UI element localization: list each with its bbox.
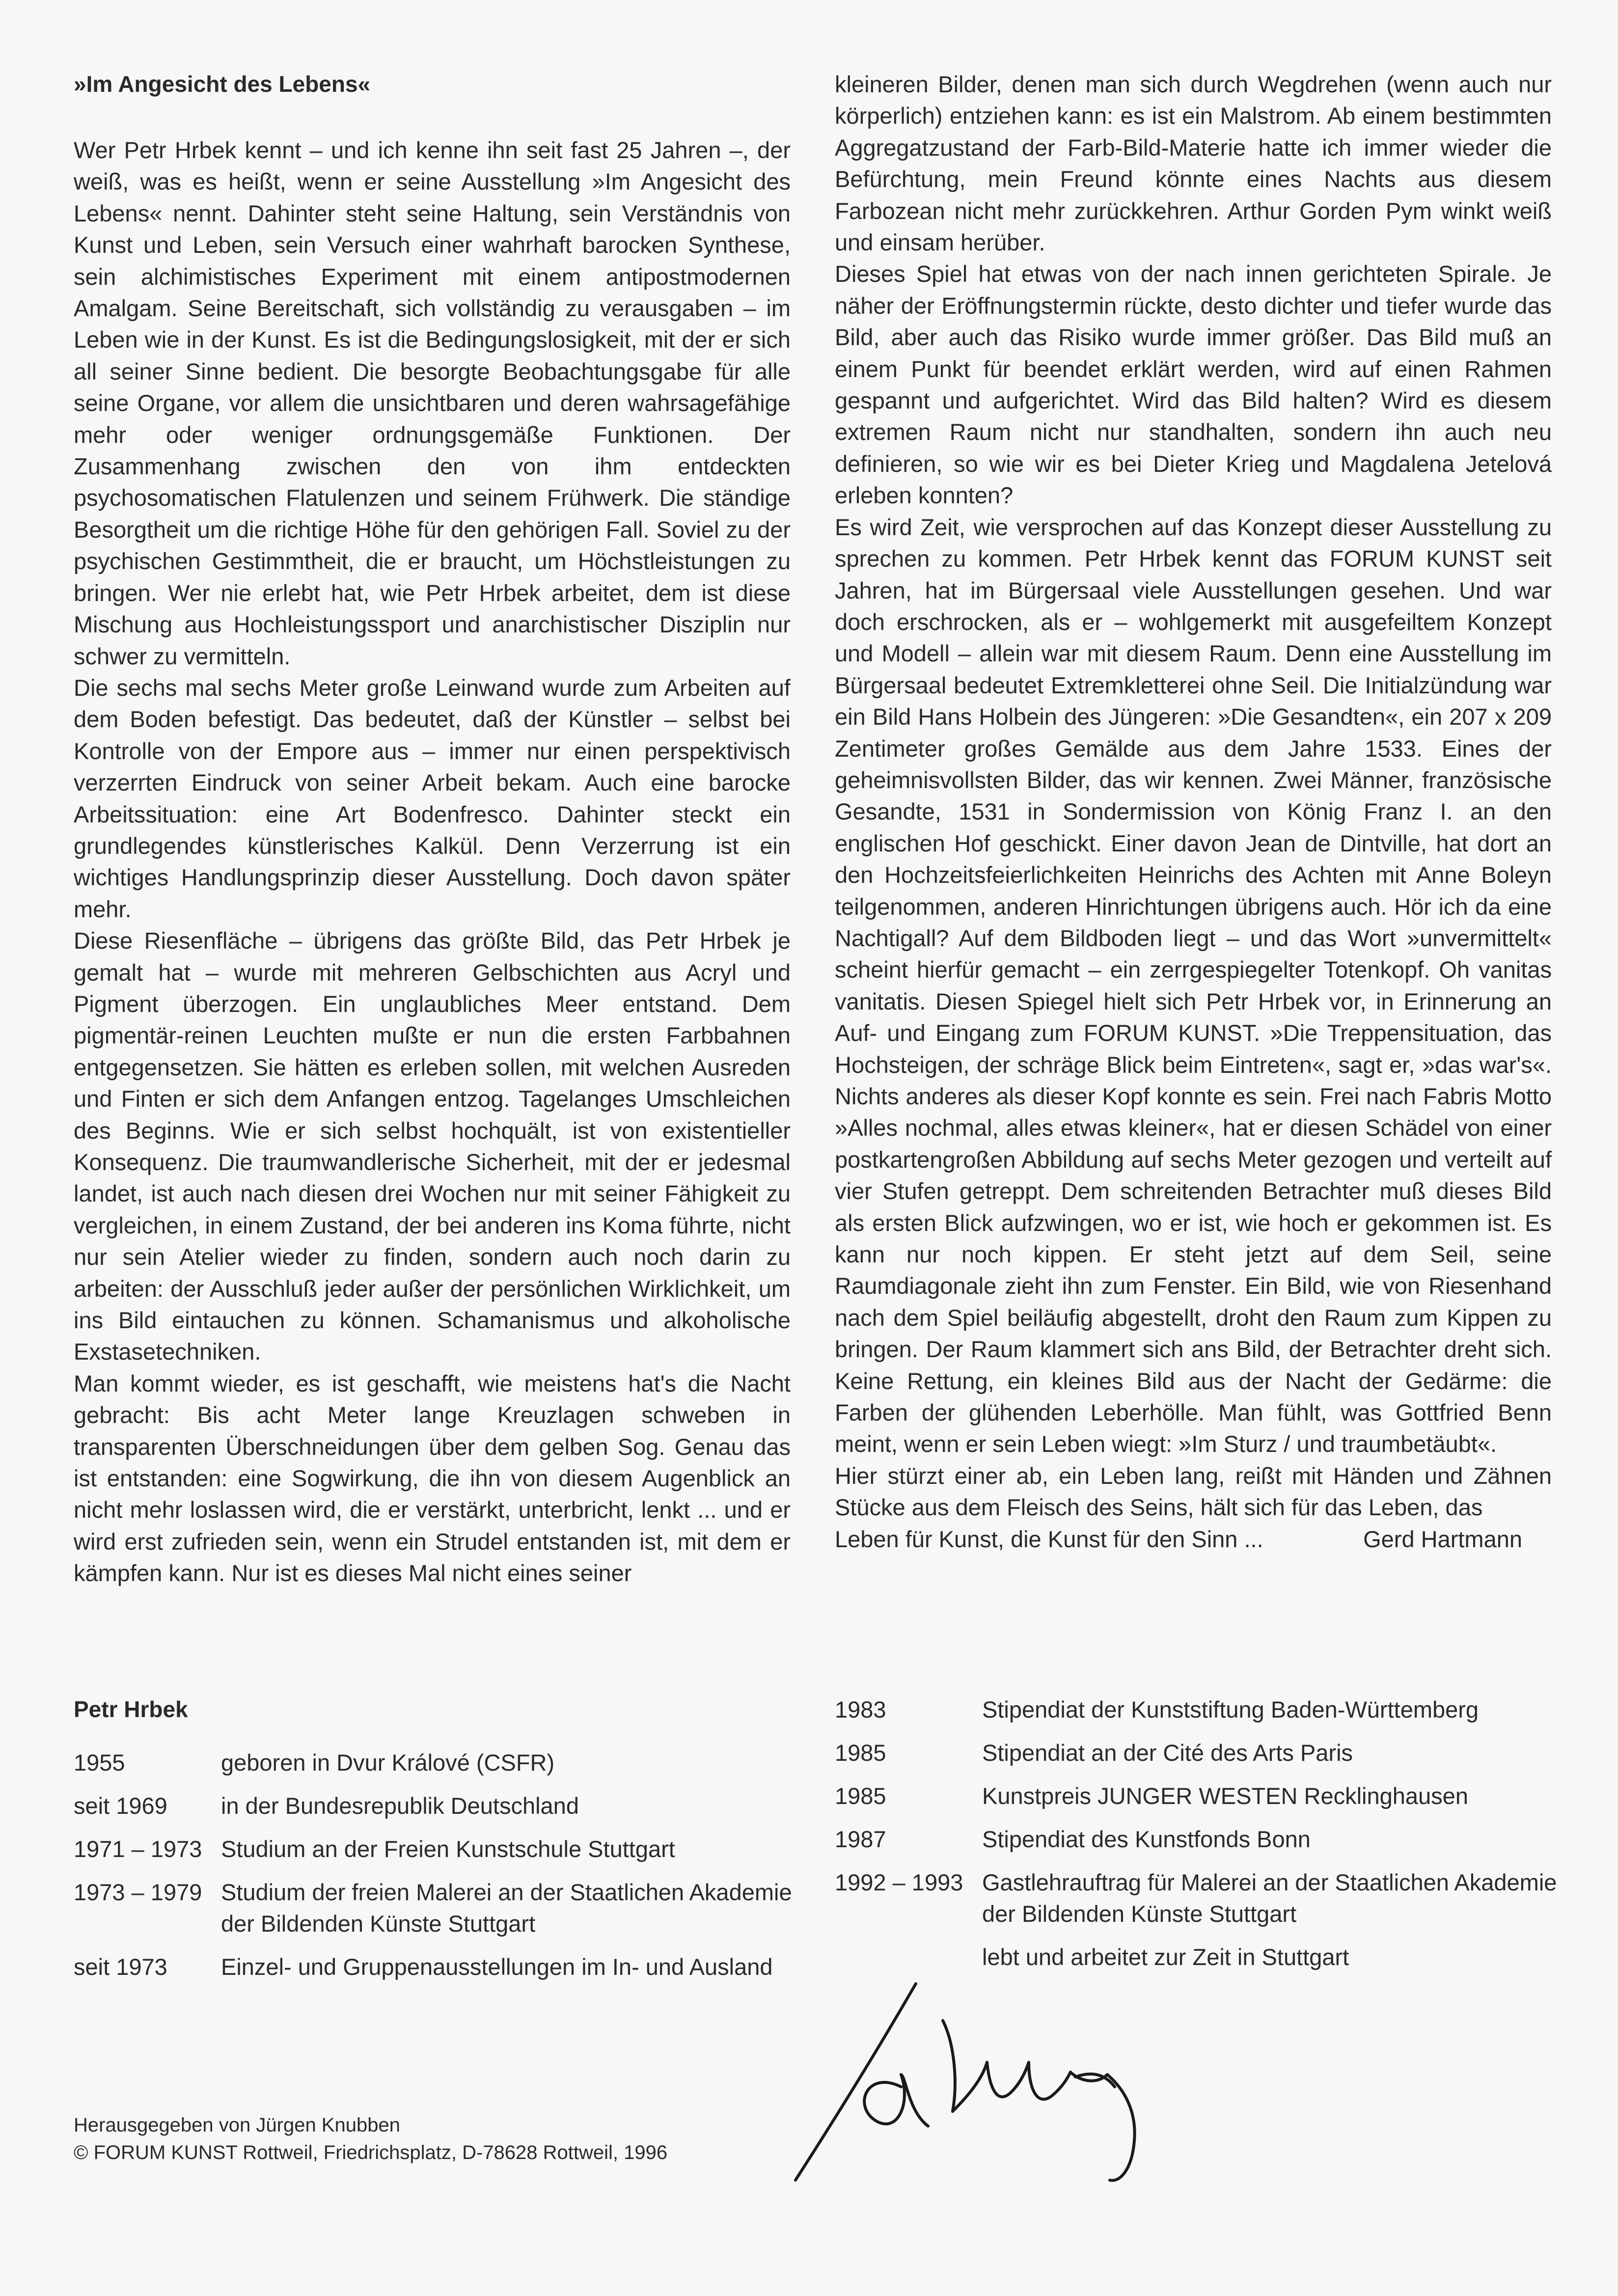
bio-text: Stipendiat des Kunstfonds Bonn bbox=[982, 1826, 1311, 1852]
handwritten-signature bbox=[781, 1964, 1252, 2190]
bio-entry bbox=[74, 1747, 800, 1778]
essay-title: »Im Angesicht des Lebens« bbox=[74, 71, 371, 97]
bio-right-column bbox=[835, 1694, 1562, 1985]
bio-entry bbox=[835, 1780, 1562, 1812]
bio-year: 1987 bbox=[835, 1826, 886, 1852]
bio-entry bbox=[835, 1824, 1562, 1855]
essay-paragraph: Die sechs mal sechs Meter große Leinwand wurde zum Arbeiten auf dem Boden befestigt. Das bedeutet, daß der Künstler – selbst bei Kontrolle von der Empore aus – immer nur einen perspektivisch verzerrten Eindruck von seiner Arbeit bekam. Auch eine barocke Arbeitssituation: eine Art Bodenfresco. Dahinter steckt ein grundlegendes künstlerisches Kalkül. Denn Verzerrung ist ein wichtiges Handlungsprinzip dieser Ausstellung. Doch davon später mehr. bbox=[74, 674, 791, 922]
essay-closing-line bbox=[835, 1524, 1552, 1555]
bio-year: 1973 – 1979 bbox=[74, 1879, 202, 1905]
bio-text: geboren in Dvur Králové (CSFR) bbox=[221, 1749, 555, 1776]
bio-entry bbox=[74, 1951, 800, 1983]
bio-text: Studium der freien Malerei an der Staatlichen Akademie der Bildenden Künste Stuttgart bbox=[221, 1879, 792, 1937]
bio-text: Stipendiat an der Cité des Arts Paris bbox=[982, 1740, 1353, 1766]
bio-text: Einzel- und Gruppenausstellungen im In- und Ausland bbox=[221, 1954, 773, 1980]
bio-text: in der Bundesrepublik Deutschland bbox=[221, 1793, 579, 1819]
imprint bbox=[74, 2111, 667, 2166]
bio-entry bbox=[835, 1694, 1562, 1725]
essay-paragraph: Man kommt wieder, es ist geschafft, wie meistens hat's die Nacht gebracht: Bis acht Meter lange Kreuzlagen schweben in transparenten Überschneidungen über dem gelben Sog. Genau das ist entstanden: eine Sogwirkung, die ihn von diesem Augenblick an nicht mehr loslassen wird, die er verstärkt, unterbricht, lenkt ... und er wird erst zufrieden sein, wenn ein Strudel entstanden ist, mit dem er kämpfen kann. Nur ist es dieses Mal nicht eines seiner bbox=[74, 1370, 791, 1586]
imprint-publisher: Herausgegeben von Jürgen Knubben bbox=[74, 2114, 400, 2136]
bio-year: seit 1969 bbox=[74, 1793, 167, 1819]
essay-closing-text: Leben für Kunst, die Kunst für den Sinn ... bbox=[835, 1526, 1263, 1552]
essay-paragraph: kleineren Bilder, denen man sich durch Wegdrehen (wenn auch nur körperlich) entziehen kann: es ist ein Malstrom. Ab einem bestimmten Aggregatzustand der Farb-Bild-Materie hatte ich immer wieder die Befürchtung, mein Freund könnte eines Nachts aus diesem Farbozean nicht mehr zurückkehren. Arthur Gorden Pym winkt weiß und einsam herüber. bbox=[835, 71, 1552, 256]
imprint-copyright: © FORUM KUNST Rottweil, Friedrichsplatz, D-78628 Rottweil, 1996 bbox=[74, 2142, 668, 2163]
bio-year: 1971 – 1973 bbox=[74, 1836, 202, 1862]
essay-paragraph: Es wird Zeit, wie versprochen auf das Konzept dieser Ausstellung zu sprechen zu kommen. Petr Hrbek kennt das FORUM KUNST seit Jahren, hat im Bürgersaal viele Ausstellungen gesehen. Und war doch erschrocken, als er – wohlgemerkt mit ausgefeiltem Konzept und Modell – allein war mit diesem Raum. Denn eine Ausstellung im Bürgersaal bedeutet Extremkletterei ohne Seil. Die Initialzündung war ein Bild Hans Holbein des Jüngeren: »Die Gesandten«, ein 207 x 209 Zentimeter großes Gemälde aus dem Jahre 1533. Eines der geheimnisvollsten Bilder, das wir kennen. Zwei Männer, französische Gesandte, 1531 in Sondermission von König Franz I. an den englischen Hof geschickt. Einer davon Jean de Dintville, hat dort an den Hochzeitsfeierlichkeiten Heinrichs des Achten mit Anne Boleyn teilgenommen, anderen Hinrichtungen übrigens auch. Hör ich da eine Nachtigall? Auf dem Bildboden liegt – und das Wort »unvermittelt« scheint hierfür gemacht – ein zerrgespiegelter Totenkopf. Oh vanitas vanitatis. Diesen Spiegel hielt sich Petr Hrbek vor, in Erinnerung an Auf- und Eingang zum FORUM KUNST. »Die Treppensituation, das Hochsteigen, der schräge Blick beim Eintreten«, sagt er, »das war's«. Nichts anderes als dieser Kopf konnte es sein. Frei nach Fabris Motto »Alles nochmal, alles etwas kleiner«, hat er diesen Schädel von einer postkartengroßen Abbildung auf sechs Meter gezogen und verteilt auf vier Stufen getreppt. Dem schreitenden Betrachter muß dieses Bild als ersten Blick aufzwingen, wo er ist, wie hoch er gekommen ist. Es kann nur noch kippen. Er steht jetzt auf dem Seil, seine Raumdiagonale zieht ihn zum Fenster. Ein Bild, wie von Riesenhand nach dem Spiel beiläufig abgestellt, droht den Raum zum Kippen zu bringen. Der Raum klammert sich ans Bild, der Betrachter dreht sich. Keine Rettung, ein kleines Bild aus der Nacht der Gedärme: die Farben der glühenden Leberhölle. Man fühlt, was Gottfried Benn meint, wenn er sein Leben wiegt: »Im Sturz / und traumbetäubt«. bbox=[835, 514, 1552, 1457]
bio-year: 1985 bbox=[835, 1740, 886, 1766]
bio-entry bbox=[74, 1833, 800, 1865]
bio-text: lebt und arbeitet zur Zeit in Stuttgart bbox=[982, 1944, 1349, 1970]
bio-title: Petr Hrbek bbox=[74, 1696, 188, 1722]
bio-entry bbox=[835, 1867, 1562, 1930]
bio-year: 1985 bbox=[835, 1783, 886, 1809]
essay-paragraph: Diese Riesenfläche – übrigens das größte Bild, das Petr Hrbek je gemalt hat – wurde mit mehreren Gelbschichten aus Acryl und Pigment überzogen. Ein unglaubliches Meer entstand. Dem pigmentär-reinen Leuchten mußte er nun die ersten Farbbahnen entgegensetzen. Sie hätten es erleben sollen, mit welchen Ausreden und Finten er sich dem Anfangen entzog. Tagelanges Umschleichen des Beginns. Wie er sich selbst hochquält, ist von existentieller Konsequenz. Die traumwandlerische Sicherheit, mit der er jedesmal landet, ist auch nach diesen drei Wochen nur mit seiner Fähigkeit zu vergleichen, in einem Zustand, der bei anderen ins Koma führte, nicht nur sein Atelier wieder zu finden, sondern auch noch darin zu arbeiten: der Ausschluß jeder außer der persönlichen Wirklichkeit, um ins Bild eintauchen zu können. Schamanismus und alkoholische Exstasetechniken. bbox=[74, 928, 791, 1365]
bio-year: 1955 bbox=[74, 1749, 125, 1776]
bio-text: Gastlehrauftrag für Malerei an der Staatlichen Akademie der Bildenden Künste Stuttgart bbox=[982, 1869, 1557, 1927]
essay-paragraph: Wer Petr Hrbek kennt – und ich kenne ihn seit fast 25 Jahren –, der weiß, was es heißt, wenn er seine Ausstellung »Im Angesicht des Lebens« nennt. Dahinter steht seine Haltung, sein Verständnis von Kunst und Leben, sein Versuch einer wahrhaft barocken Synthese, sein alchimistisches Experiment mit einem antipostmodernen Amalgam. Seine Bereitschaft, sich vollständig zu verausgaben – im Leben wie in der Kunst. Es ist die Bedingungslosigkeit, mit der er sich all seiner Sinne bedient. Die besorgte Beobachtungsgabe für alle seine Organe, vor allem die unsichtbaren und deren wahrsagefähige mehr oder weniger ordnungsgemäße Funktionen. Der Zusammenhang zwischen den von ihm entdeckten psychosomatischen Flatulenzen und seinem Frühwerk. Die ständige Besorgtheit um die richtige Höhe für den gehörigen Fall. Soviel zu der psychischen Gestimmtheit, die er braucht, um Höchstleistungen zu bringen. Wer nie erlebt hat, wie Petr Hrbek arbeitet, dem ist diese Mischung aus Hochleistungssport und anarchistischer Disziplin nur schwer zu vermitteln. bbox=[74, 137, 791, 669]
essay-paragraph: Hier stürzt einer ab, ein Leben lang, reißt mit Händen und Zähnen Stücke aus dem Fleisch des Seins, hält sich für das Leben, das bbox=[835, 1462, 1552, 1521]
bio-entry bbox=[74, 1877, 800, 1940]
bio-entry bbox=[835, 1737, 1562, 1769]
bio-year: seit 1973 bbox=[74, 1954, 167, 1980]
essay-left-column bbox=[74, 69, 791, 1589]
bio-entry bbox=[74, 1790, 800, 1822]
bio-text: Stipendiat der Kunststiftung Baden-Württemberg bbox=[982, 1696, 1479, 1722]
bio-year: 1983 bbox=[835, 1696, 886, 1722]
essay-paragraph: Dieses Spiel hat etwas von der nach innen gerichteten Spirale. Je näher der Eröffnungstermin rückte, desto dichter und tiefer wurde das Bild, aber auch das Risiko wurde immer größer. Das Bild muß an einem Punkt für beendet erklärt werden, wird auf einen Rahmen gespannt und aufgerichtet. Wird das Bild halten? Wird es diesem extremen Raum nicht nur standhalten, sondern ihn auch neu definieren, so wie wir es bei Dieter Krieg und Magdalena Jetelová erleben konnten? bbox=[835, 261, 1552, 509]
bio-text: Kunstpreis JUNGER WESTEN Recklinghausen bbox=[982, 1783, 1468, 1809]
essay-author: Gerd Hartmann bbox=[1363, 1526, 1522, 1552]
essay-right-column bbox=[835, 69, 1552, 1555]
bio-left-column bbox=[74, 1694, 800, 1995]
bio-text: Studium an der Freien Kunstschule Stuttgart bbox=[221, 1836, 675, 1862]
bio-year: 1992 – 1993 bbox=[835, 1869, 963, 1895]
